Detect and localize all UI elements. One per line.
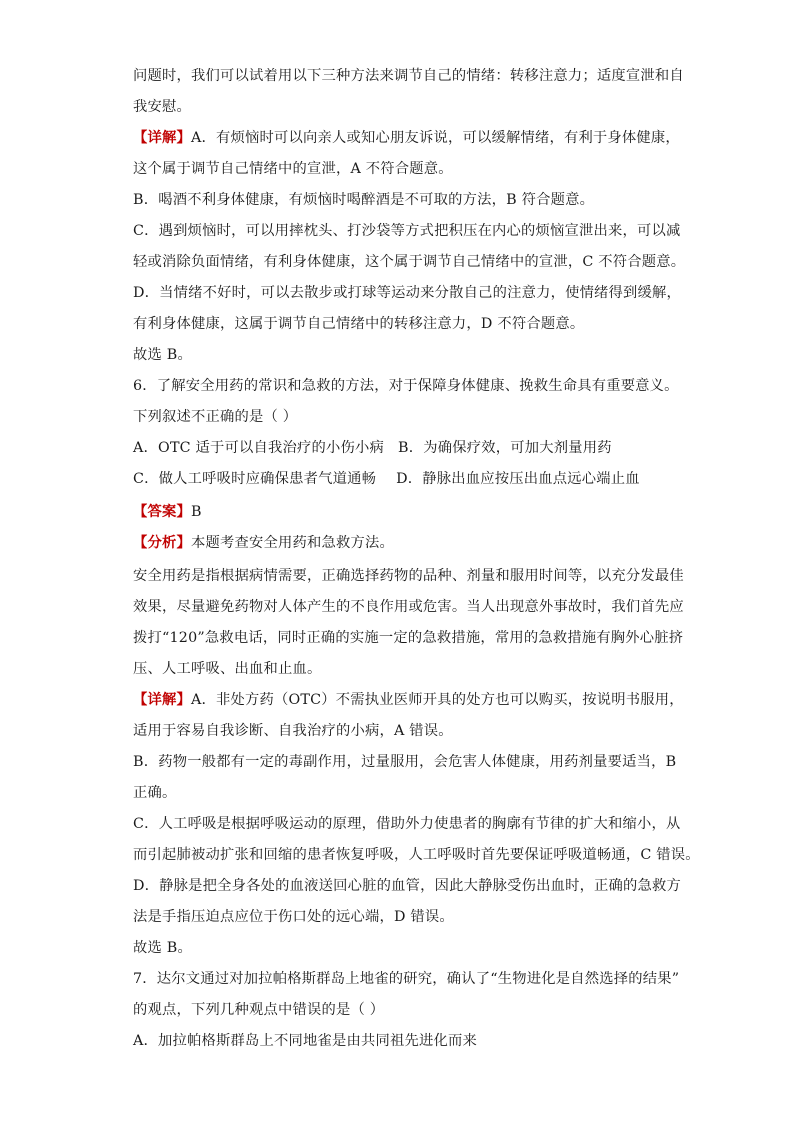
text-line: 压、人工呼吸、出血和止血。 xyxy=(133,661,322,677)
question-6-options xyxy=(133,469,640,489)
text-line: 轻或消除负面情绪，有利身体健康，这个属于调节自己情绪中的宣泄，C 不符合题意。 xyxy=(133,254,686,270)
option-a: A．加拉帕格斯群岛上不同地雀是由共同祖先进化而来 xyxy=(133,1033,477,1049)
question-7-stem: 7．达尔文通过对加拉帕格斯群岛上地雀的研究，确认了“生物进化是自然选择的结果” xyxy=(133,971,680,987)
text-line: B．药物一般都有一定的毒副作用，过量服用，会危害人体健康，用药剂量要适当，B xyxy=(133,754,677,770)
analysis-tag: 【分析】 xyxy=(133,535,191,551)
text-line: 我安慰。 xyxy=(133,99,191,115)
text-line: 安全用药是指根据病情需要，正确选择药物的品种、剂量和服用时间等，以充分发最佳 xyxy=(133,568,684,584)
detail-tag: 【详解】 xyxy=(133,130,191,146)
answer-tag: 【答案】 xyxy=(133,504,191,520)
text-line: 有利身体健康，这属于调节自己情绪中的转移注意力，D 不符合题意。 xyxy=(133,316,585,332)
text-line: 而引起肺被动扩张和回缩的患者恢复呼吸，人工呼吸时首先要保证呼吸道畅通，C 错误。 xyxy=(133,847,700,863)
answer-line: 【答案】B xyxy=(133,504,202,520)
text-line: 拨打“120”急救电话，同时正确的实施一定的急救措施，常用的急救措施有胸外心脏挤 xyxy=(133,630,684,646)
text-line: 问题时，我们可以试着用以下三种方法来调节自己的情绪：转移注意力；适度宣泄和自 xyxy=(133,68,684,84)
option-c: C．做人工呼吸时应确保患者气道通畅 xyxy=(133,471,377,487)
text-line: 这个属于调节自己情绪中的宣泄，A 不符合题意。 xyxy=(133,161,453,177)
question-6-stem: 6．了解安全用药的常识和急救的方法，对于保障身体健康、挽救生命具有重要意义。 xyxy=(133,378,679,394)
option-a: A．OTC 适于可以自我治疗的小伤小病 xyxy=(133,440,385,456)
text-line: 故选 B。 xyxy=(133,347,192,363)
text-line: 适用于容易自我诊断、自我治疗的小病，A 错误。 xyxy=(133,723,453,739)
analysis-line: 【分析】本题考查安全用药和急救方法。 xyxy=(133,535,394,551)
option-d: D．静脉出血应按压出血点远心端止血 xyxy=(396,471,640,487)
detail-tag: 【详解】 xyxy=(133,692,191,708)
question-7-stem: 的观点，下列几种观点中错误的是（ ） xyxy=(133,1002,385,1018)
option-b: B．为确保疗效，可加大剂量用药 xyxy=(398,440,612,456)
text-line: D．当情绪不好时，可以去散步或打球等运动来分散自己的注意力，使情绪得到缓解， xyxy=(133,285,682,301)
text-line: 法是手指压迫点应位于伤口处的远心端，D 错误。 xyxy=(133,909,454,925)
question-6-options xyxy=(133,438,612,458)
question-6-stem: 下列叙述不正确的是（ ） xyxy=(133,409,298,425)
text-line: 正确。 xyxy=(133,785,177,801)
text-line: D．静脉是把全身各处的血液送回心脏的血管，因此大静脉受伤出血时，正确的急救方 xyxy=(133,878,682,894)
text-line: 故选 B。 xyxy=(133,940,192,956)
text-line: C．遇到烦恼时，可以用摔枕头、打沙袋等方式把积压在内心的烦恼宣泄出来，可以减 xyxy=(133,223,681,239)
text-line: 【详解】A．有烦恼时可以向亲人或知心朋友诉说，可以缓解情绪，有利于身体健康， xyxy=(133,130,680,146)
text-line: 【详解】A．非处方药（OTC）不需执业医师开具的处方也可以购买，按说明书服用， xyxy=(133,692,684,708)
text-line: 效果，尽量避免药物对人体产生的不良作用或危害。当人出现意外事故时，我们首先应 xyxy=(133,599,684,615)
text-line: C．人工呼吸是根据呼吸运动的原理，借助外力使患者的胸廓有节律的扩大和缩小，从 xyxy=(133,816,681,832)
text-line: B．喝酒不利身体健康，有烦恼时喝醉酒是不可取的方法，B 符合题意。 xyxy=(133,192,595,208)
